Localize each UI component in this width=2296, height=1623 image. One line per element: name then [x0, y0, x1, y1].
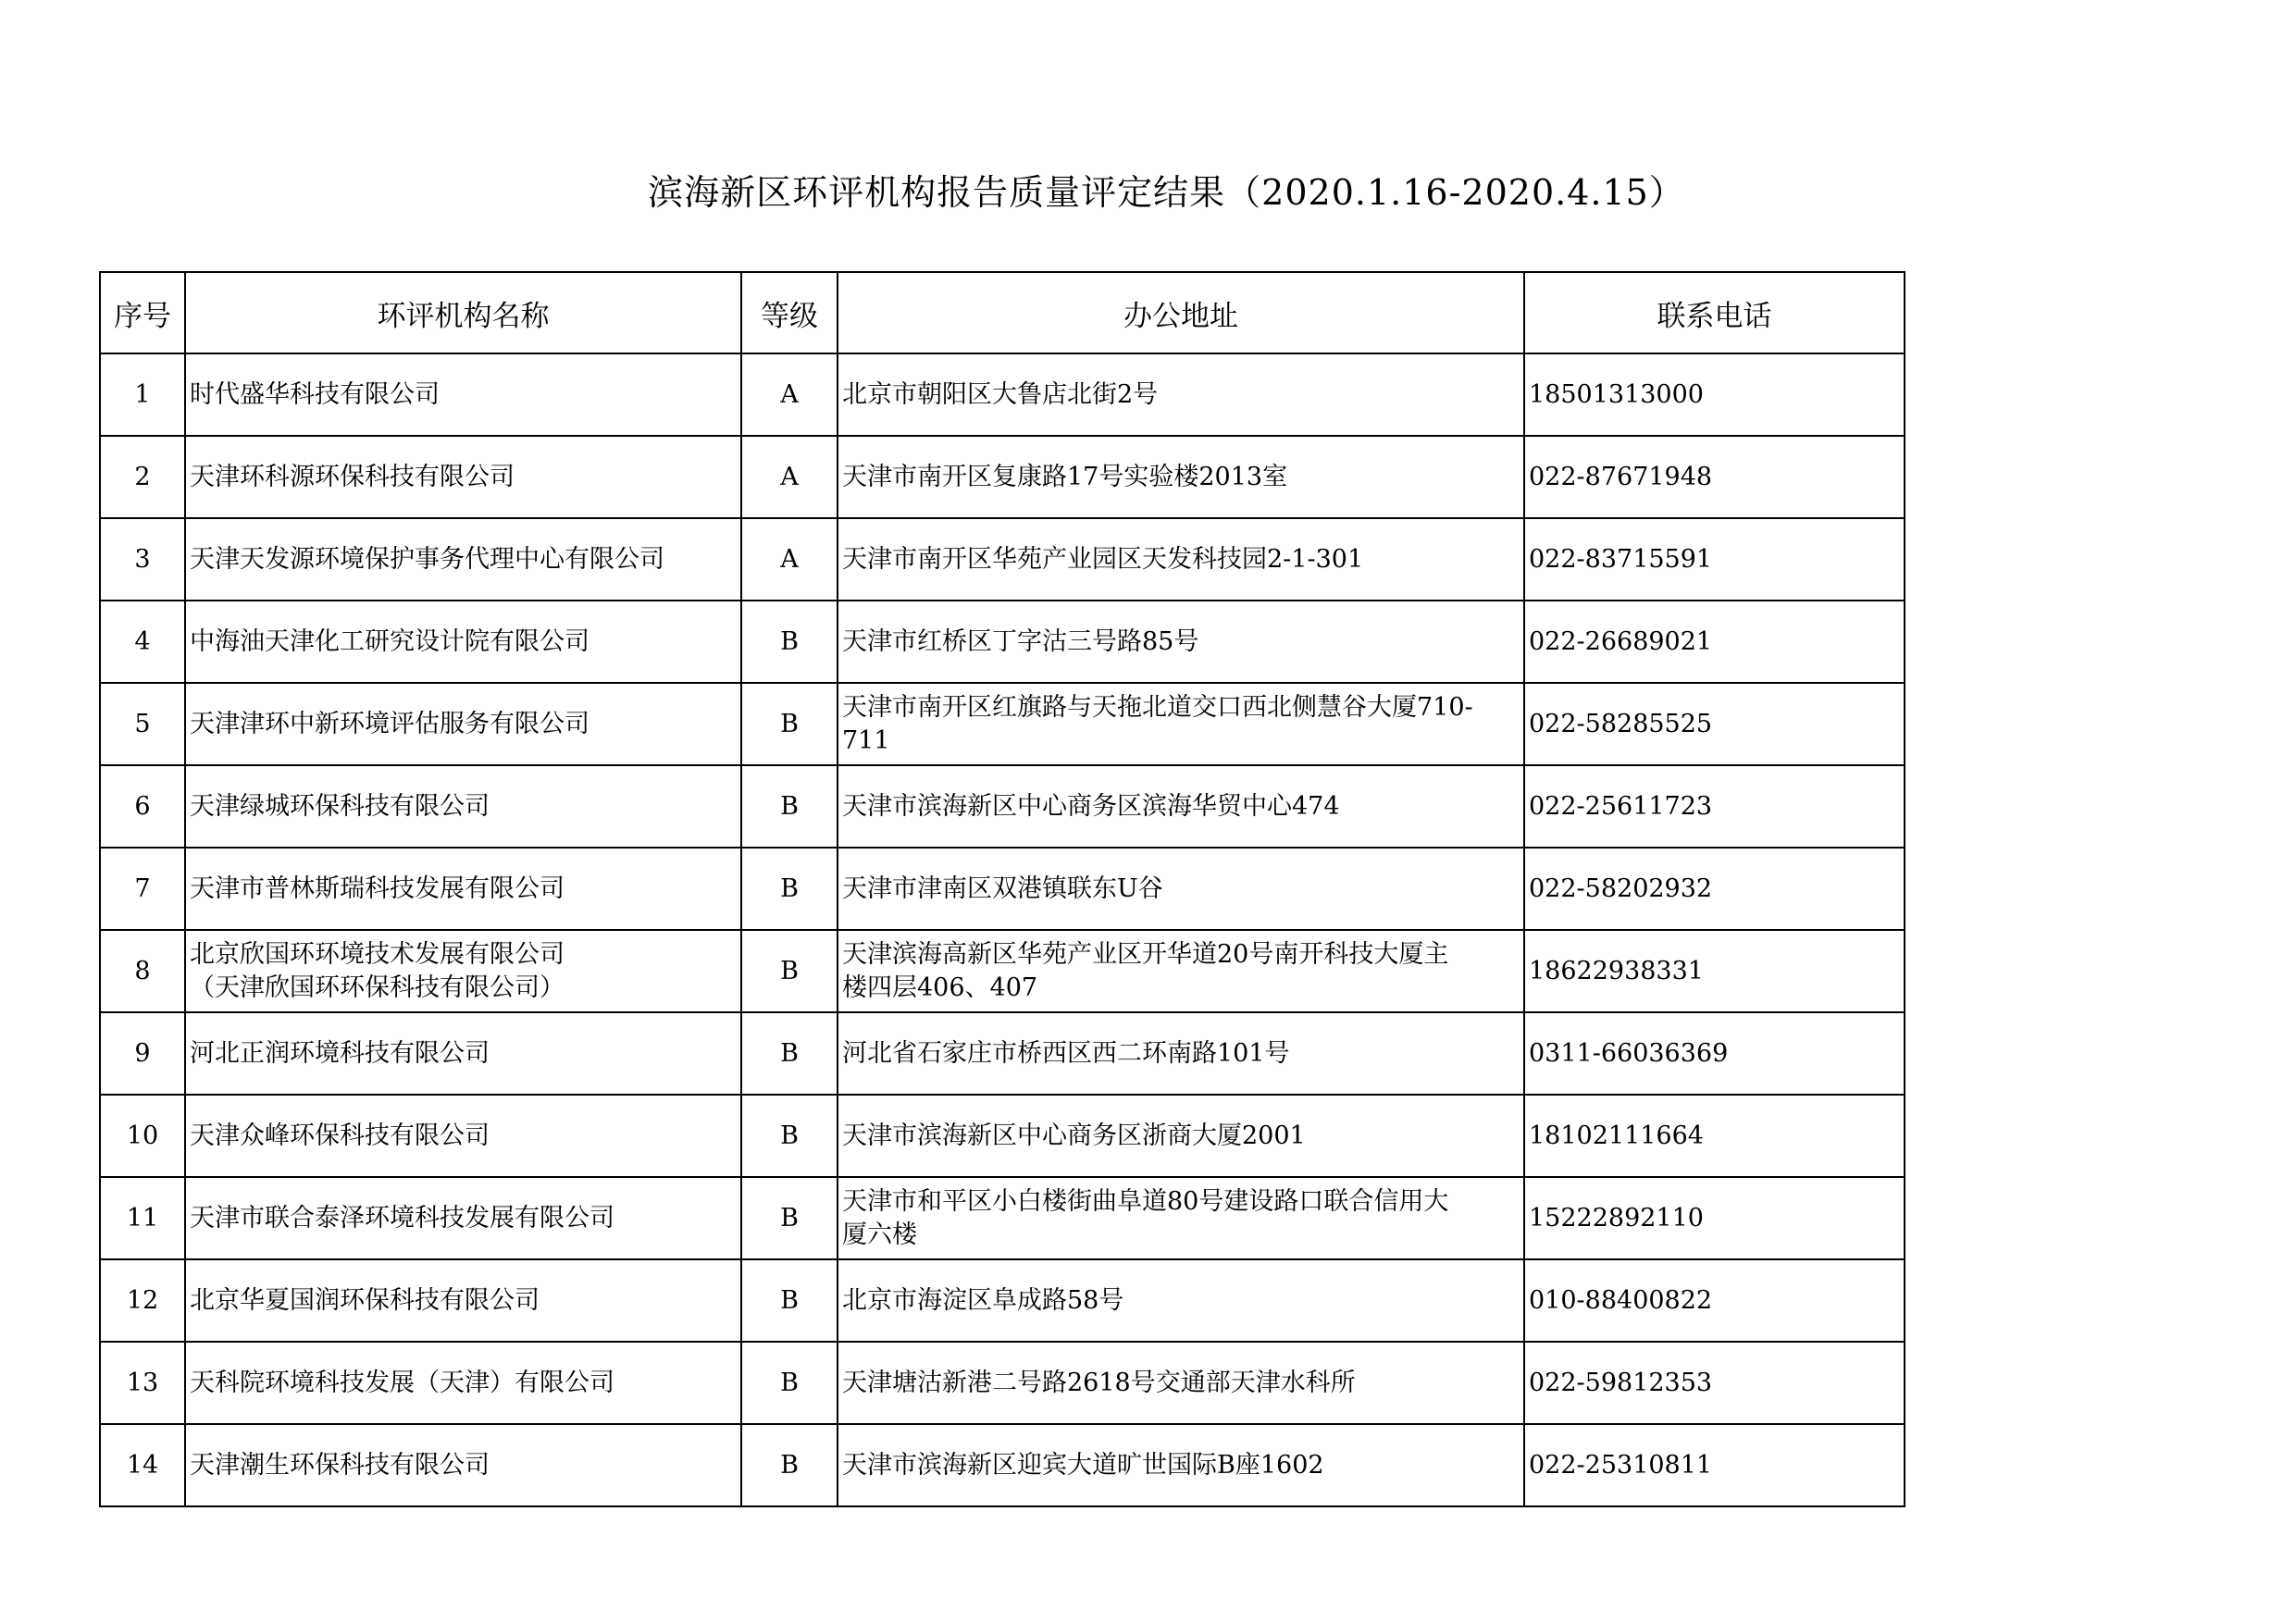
- table-row: [100, 1342, 1905, 1424]
- address-line: 天津市南开区复康路17号实验楼2013室: [842, 462, 1288, 491]
- cell-name: [185, 1177, 741, 1259]
- cell-phone: 022-83715591: [1524, 518, 1905, 601]
- cell-no: 5: [100, 683, 185, 765]
- cell-no: 9: [100, 1012, 185, 1095]
- cell-name: [185, 601, 741, 683]
- address-line: 天津市滨海新区中心商务区浙商大厦2001: [842, 1121, 1306, 1150]
- header-grade: 等级: [741, 272, 838, 353]
- table-row: [100, 518, 1905, 601]
- cell-no: 3: [100, 518, 185, 601]
- name-line: 天津绿城环保科技有限公司: [190, 791, 490, 821]
- name-line: 天津环科源环保科技有限公司: [190, 462, 515, 491]
- cell-no: 7: [100, 848, 185, 930]
- name-line: 北京欣国环环境技术发展有限公司: [190, 939, 565, 969]
- cell-no: 11: [100, 1177, 185, 1259]
- cell-address: [838, 1424, 1524, 1506]
- cell-address: [838, 1095, 1524, 1177]
- cell-grade: B: [741, 683, 838, 765]
- cell-address: [838, 601, 1524, 683]
- cell-grade: A: [741, 436, 838, 518]
- cell-address: [838, 765, 1524, 848]
- address-line: 河北省石家庄市桥西区西二环南路101号: [842, 1038, 1290, 1068]
- cell-grade: B: [741, 1012, 838, 1095]
- cell-address: [838, 848, 1524, 930]
- header-name: 环评机构名称: [185, 272, 741, 353]
- cell-name: [185, 1095, 741, 1177]
- table-row: [100, 1012, 1905, 1095]
- cell-name: [185, 1259, 741, 1342]
- name-line: 中海油天津化工研究设计院有限公司: [190, 626, 590, 656]
- table-row: [100, 353, 1905, 436]
- cell-no: 12: [100, 1259, 185, 1342]
- cell-grade: A: [741, 518, 838, 601]
- name-line: 天津津环中新环境评估服务有限公司: [190, 709, 590, 738]
- cell-grade: B: [741, 930, 838, 1012]
- cell-phone: 18501313000: [1524, 353, 1905, 436]
- address-line: 天津市红桥区丁字沽三号路85号: [842, 626, 1199, 656]
- cell-grade: B: [741, 1095, 838, 1177]
- name-line: 河北正润环境科技有限公司: [190, 1038, 490, 1068]
- cell-name: [185, 1424, 741, 1506]
- table-row: [100, 683, 1905, 765]
- cell-no: 2: [100, 436, 185, 518]
- cell-phone: 022-59812353: [1524, 1342, 1905, 1424]
- table-row: [100, 1177, 1905, 1259]
- cell-grade: B: [741, 1259, 838, 1342]
- cell-name: [185, 683, 741, 765]
- table-header-row: [100, 272, 1905, 353]
- results-table: [99, 271, 1905, 1507]
- address-line: 天津市南开区红旗路与天拖北道交口西北侧慧谷大厦710-: [842, 692, 1473, 722]
- table-row: [100, 1424, 1905, 1506]
- table-body: [100, 353, 1905, 1506]
- cell-phone: 022-25611723: [1524, 765, 1905, 848]
- cell-phone: 0311-66036369: [1524, 1012, 1905, 1095]
- header-phone: 联系电话: [1524, 272, 1905, 353]
- address-line-2: 厦六楼: [842, 1220, 917, 1249]
- cell-grade: B: [741, 765, 838, 848]
- cell-grade: B: [741, 1177, 838, 1259]
- cell-phone: 022-87671948: [1524, 436, 1905, 518]
- table-row: [100, 1259, 1905, 1342]
- cell-grade: B: [741, 601, 838, 683]
- cell-address: [838, 436, 1524, 518]
- cell-grade: B: [741, 1342, 838, 1424]
- cell-phone: 022-58202932: [1524, 848, 1905, 930]
- address-line: 北京市海淀区阜成路58号: [842, 1285, 1124, 1315]
- table-row: [100, 601, 1905, 683]
- table-row: [100, 436, 1905, 518]
- cell-name: [185, 765, 741, 848]
- cell-name: [185, 1342, 741, 1424]
- cell-address: [838, 930, 1524, 1012]
- cell-grade: A: [741, 353, 838, 436]
- cell-address: [838, 1012, 1524, 1095]
- cell-name: [185, 930, 741, 1012]
- cell-no: 6: [100, 765, 185, 848]
- name-line: 天津潮生环保科技有限公司: [190, 1450, 490, 1480]
- header-no: 序号: [100, 272, 185, 353]
- cell-no: 8: [100, 930, 185, 1012]
- address-line: 北京市朝阳区大鲁店北街2号: [842, 379, 1159, 409]
- cell-phone: 18102111664: [1524, 1095, 1905, 1177]
- address-line: 天津市和平区小白楼街曲阜道80号建设路口联合信用大: [842, 1186, 1449, 1216]
- name-line: 天津众峰环保科技有限公司: [190, 1121, 490, 1150]
- cell-phone: 022-25310811: [1524, 1424, 1905, 1506]
- name-line: 天津天发源环境保护事务代理中心有限公司: [190, 544, 664, 574]
- cell-name: [185, 1012, 741, 1095]
- table-row: [100, 765, 1905, 848]
- name-line: 天科院环境科技发展（天津）有限公司: [190, 1368, 614, 1397]
- cell-address: [838, 1177, 1524, 1259]
- cell-name: [185, 353, 741, 436]
- name-line: 天津市联合泰泽环境科技发展有限公司: [190, 1203, 614, 1233]
- cell-no: 1: [100, 353, 185, 436]
- address-line-2: 711: [842, 725, 890, 755]
- cell-name: [185, 848, 741, 930]
- cell-address: [838, 518, 1524, 601]
- cell-no: 4: [100, 601, 185, 683]
- address-line: 天津滨海高新区华苑产业区开华道20号南开科技大厦主: [842, 939, 1449, 969]
- cell-no: 13: [100, 1342, 185, 1424]
- header-address: 办公地址: [838, 272, 1524, 353]
- table-row: [100, 930, 1905, 1012]
- name-line-2: （天津欣国环环保科技有限公司）: [190, 973, 565, 1002]
- cell-address: [838, 1259, 1524, 1342]
- cell-address: [838, 683, 1524, 765]
- address-line-2: 楼四层406、407: [842, 973, 1038, 1002]
- name-line: 天津市普林斯瑞科技发展有限公司: [190, 873, 565, 903]
- cell-phone: 022-26689021: [1524, 601, 1905, 683]
- cell-phone: 022-58285525: [1524, 683, 1905, 765]
- cell-phone: 18622938331: [1524, 930, 1905, 1012]
- name-line: 时代盛华科技有限公司: [190, 379, 440, 409]
- cell-address: [838, 1342, 1524, 1424]
- address-line: 天津市滨海新区中心商务区滨海华贸中心474: [842, 791, 1340, 821]
- cell-phone: 010-88400822: [1524, 1259, 1905, 1342]
- table-row: [100, 848, 1905, 930]
- address-line: 天津市滨海新区迎宾大道旷世国际B座1602: [842, 1450, 1324, 1480]
- cell-address: [838, 353, 1524, 436]
- address-line: 天津塘沽新港二号路2618号交通部天津水科所: [842, 1368, 1356, 1397]
- cell-grade: B: [741, 848, 838, 930]
- cell-name: [185, 436, 741, 518]
- cell-name: [185, 518, 741, 601]
- table-row: [100, 1095, 1905, 1177]
- cell-phone: 15222892110: [1524, 1177, 1905, 1259]
- name-line: 北京华夏国润环保科技有限公司: [190, 1285, 540, 1315]
- page-title: 滨海新区环评机构报告质量评定结果（2020.1.16-2020.4.15）: [648, 172, 1685, 213]
- address-line: 天津市津南区双港镇联东U谷: [842, 873, 1163, 903]
- cell-no: 10: [100, 1095, 185, 1177]
- cell-grade: B: [741, 1424, 838, 1506]
- cell-no: 14: [100, 1424, 185, 1506]
- address-line: 天津市南开区华苑产业园区天发科技园2-1-301: [842, 544, 1364, 574]
